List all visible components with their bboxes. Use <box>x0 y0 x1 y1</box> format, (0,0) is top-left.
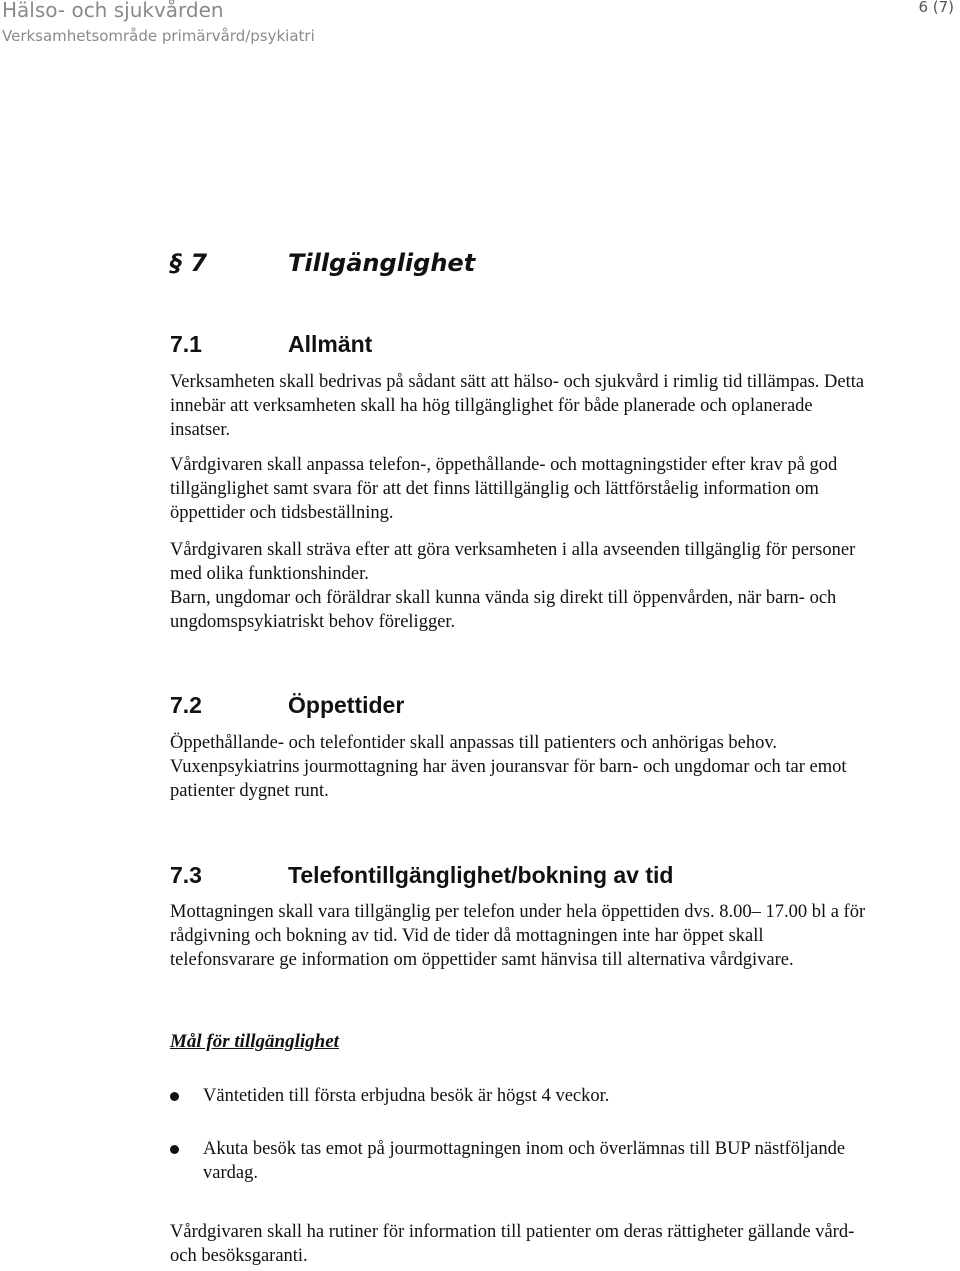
section-7-1-title: Allmänt <box>288 331 373 357</box>
section-7-1-heading <box>170 331 372 358</box>
goals-heading: Mål för tillgänglighet <box>170 1031 339 1052</box>
section-7-title: Tillgänglighet <box>288 249 476 277</box>
list-item <box>170 1084 870 1108</box>
section-7-3-number: 7.3 <box>170 862 202 888</box>
section-7-2-heading <box>170 692 404 719</box>
section-7-number: 7 <box>190 249 208 277</box>
closing-paragraph: Vårdgivaren skall ha rutiner för information till patienter om deras rättigheter gällande vård- och besöksgaranti. <box>170 1222 855 1266</box>
section-7-2-title: Öppettider <box>288 692 405 718</box>
section-7-2-number: 7.2 <box>170 692 202 718</box>
header-subtitle: Verksamhetsområde primärvård/psykiatri <box>2 27 315 45</box>
header-title: Hälso- och sjukvården <box>2 0 224 22</box>
bullet-icon <box>170 1092 179 1101</box>
section-7-3-heading <box>170 862 673 889</box>
paragraph-7-3: Mottagningen skall vara tillgänglig per telefon under hela öppettiden dvs. 8.00– 17.00 bl a för rådgivning och bokning av tid. Vid de tider då mottagningen inte har öppet skall telefonsvarare ge information om öppettider samt hänvisa till alternativa vårdgivare. <box>170 902 866 970</box>
paragraph-7-1-d: Barn, ungdomar och föräldrar skall kunna vända sig direkt till öppenvården, när barn- och ungdomspsykiatriskt behov föreligger. <box>170 588 837 632</box>
paragraph-7-1-a: Verksamheten skall bedrivas på sådant sätt att hälso- och sjukvård i rimlig tid tillämpas. Detta innebär att verksamheten skall ha hög tillgänglighet för både planerade och oplanerade insatser. <box>170 372 865 440</box>
list-item <box>170 1137 870 1185</box>
paragraph-7-2: Öppethållande- och telefontider skall anpassas till patienters och anhörigas behov. Vuxenpsykiatrins jourmottagning har även jouransvar för barn- och ungdomar och tar emot patienter dygnet runt. <box>170 733 847 801</box>
list-item-text: Akuta besök tas emot på jourmottagningen inom och överlämnas till BUP nästföljande vardag. <box>203 1139 846 1183</box>
page-number: 6 (7) <box>918 0 954 16</box>
section-symbol: § <box>170 249 182 277</box>
bullet-icon <box>170 1145 179 1154</box>
section-7-3-title: Telefontillgänglighet/bokning av tid <box>288 862 674 888</box>
list-item-text: Väntetiden till första erbjudna besök är högst 4 veckor. <box>203 1086 610 1106</box>
section-7-heading <box>170 249 475 277</box>
section-7-1-number: 7.1 <box>170 331 202 357</box>
paragraph-7-1-b: Vårdgivaren skall anpassa telefon-, öppethållande- och mottagningstider efter krav på god tillgänglighet samt svara för att det finns lättillgänglig och lättförståelig information om öppettider och tidsbeställning. <box>170 455 838 523</box>
paragraph-7-1-c: Vårdgivaren skall sträva efter att göra verksamheten i alla avseenden tillgänglig för personer med olika funktionshinder. <box>170 540 856 584</box>
